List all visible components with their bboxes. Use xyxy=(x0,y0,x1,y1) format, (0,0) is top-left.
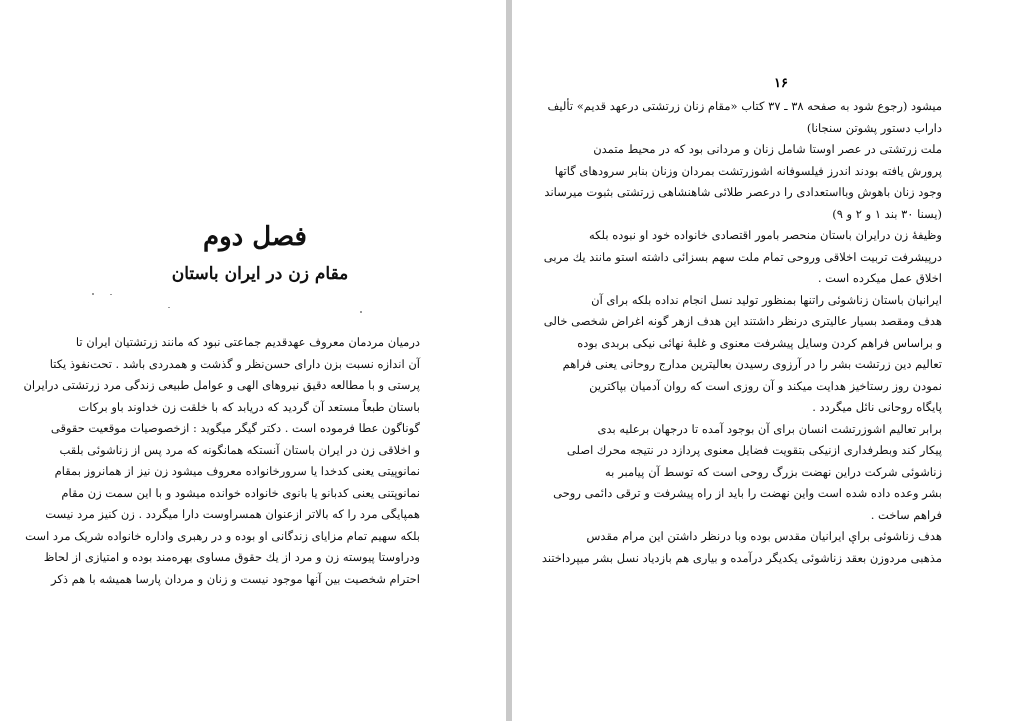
text-line: آن اندازه نسبت بزن دارای حسن‌نظر و گذشت و همدردی باشد . تحت‌نفوذ یکتا xyxy=(49,356,420,371)
text-line: (یسنا ۳۰ بند ۱ و ۲ و ۹) xyxy=(832,206,942,221)
text-line: نمودن روز رستاخیز هدایت میکند و آن روزی است که روان آدمیان بپاکترین xyxy=(589,378,942,393)
right-page-body xyxy=(541,96,942,569)
text-line: نمانوپیتی یعنی کدخدا یا سرورخانواده معروف میشود زن نیز از همانروز بمقام xyxy=(54,464,420,478)
text-line: پرورش یافته بودند اندرز فیلسوفانه اشوزرتشت بمردان وزنان بنابر سرودهای گاتها xyxy=(554,163,942,178)
paragraph xyxy=(547,96,942,139)
text-line: میشود (رجوع شود به صفحه ۳۸ ـ ۳۷ کتاب «مقام زنان زرتشتی درعهد قدیم» تألیف xyxy=(547,99,942,113)
scan-speck xyxy=(110,294,112,295)
text-line: وجود زنان باهوش وبااستعدادی را درعصر طلائی شاهنشاهی زرتشتی بثبوت میرساند xyxy=(544,185,942,199)
paragraph xyxy=(544,139,942,225)
text-line: هدف ومقصد بسیار عالیتری درنظر داشتند این هدف ازهر گونه اغراض شخصی خالی xyxy=(543,314,942,328)
left-page xyxy=(0,0,506,721)
text-line: نمانوپتنی یعنی کدبانو یا بانوی خانواده خوانده میشود و با این سمت زن مقام xyxy=(61,485,420,500)
text-line: برابر تعالیم اشوزرتشت انسان برای آن بوجود آمده تا درجهان برعلیه بدی xyxy=(597,421,942,436)
scan-speck xyxy=(168,307,170,308)
text-line: هدف زناشوئی برای ایرانیان مقدس بوده وبا درنظر داشتن این مرام مقدس xyxy=(586,529,942,543)
scan-speck xyxy=(360,311,362,313)
left-page-body xyxy=(23,332,420,590)
text-line: مذهبی مردوزن بعقد زناشوئی یکدیگر درآمده و بیاری هم بازدیاد نسل بشر میپرداختند xyxy=(541,550,942,565)
text-line: درپیشرفت تربیت اخلاقی وروحی تمام ملت سهم بسزائی داشته استو مانند یك مربی xyxy=(543,249,942,264)
text-line: باستان طبعاً مستعد آن گردید که دریابد که با خلقت زن خداوند باو برکات xyxy=(78,399,420,414)
paragraph xyxy=(541,526,942,569)
scan-speck xyxy=(92,293,94,295)
text-line: داراب دستور پشوتن سنجانا) xyxy=(806,120,942,135)
text-line: پایگاه روحانی نائل میگردد . xyxy=(812,400,942,414)
text-line: احترام شخصیت بین آنها موجود نیست و زنان و مردان پارسا همیشه با هم ذکر xyxy=(51,571,420,586)
text-line: فراهم ساخت . xyxy=(870,507,942,522)
text-line: ایرانیان باستان زناشوئی راتنها بمنظور تولید نسل انجام نداده بلکه برای آن xyxy=(591,292,942,307)
right-page xyxy=(512,0,1016,721)
page-number: ۱۶ xyxy=(774,76,788,91)
paragraph xyxy=(543,290,942,419)
text-line: اخلاق عمل میکرده است . xyxy=(817,271,942,285)
text-line: تعالیم دین زرتشت بشر را در آرزوی رسیدن بعالیترین مدارج روحانی یعنی فراهم xyxy=(562,357,942,371)
text-line: ملت زرتشتی در عصر اوستا شامل زنان و مردانی بود که در محیط متمدن xyxy=(593,142,942,156)
text-line: زناشوئی شرکت دراین نهضت بزرگ روحی است که توسط آن پیامبر به xyxy=(605,464,942,479)
text-line: بشر وعده داده شده است واین نهضت را باید از راه پیشرفت و ترقی دائمی روحی xyxy=(553,486,942,500)
text-line: همپایگی مرد را که بالاتر ازعنوان همسراوست دارا میگردد . زن کنیز مرد نیست xyxy=(45,507,420,521)
chapter-title: فصل دوم xyxy=(203,222,307,252)
text-line: ودراوستا پیوسته زن و مرد از یك حقوق مساوی بهره‌مند بوده و امتیازی از لحاظ xyxy=(43,550,420,564)
text-line: بلکه سهیم تمام مزایای زندگانی او بوده و در رهبری واداره خانواده شریک مرد است xyxy=(25,528,420,543)
paragraph xyxy=(543,225,942,290)
text-line: درمیان مردمان معروف عهدقدیم جماعتی نبود که مانند زرتشتیان ایران تا xyxy=(75,335,420,349)
paragraph xyxy=(553,419,942,527)
text-line: وظیفهٔ زن درایران باستان منحصر بامور اقتصادی خانواده خود او نبوده بلکه xyxy=(589,228,942,242)
text-line: و براساس فراهم کردن وسایل پیشرفت معنوی و غلبهٔ نهائی نیکی بربدی بوده xyxy=(577,335,942,350)
text-line: گوناگون عطا فرموده است . دکتر گیگر میگوید : ازخصوصیات موقعیت حقوقی xyxy=(50,421,420,435)
text-line: و اخلاقی زن در ایران باستان آنستکه همانگونه که مرد پس از زناشوئی بلقب xyxy=(59,442,420,457)
chapter-subtitle: مقام زن در ایران باستان xyxy=(171,264,349,284)
text-line: پیکار کند وبطرفداری ازنیکی بتقویت فضایل معنوی پردازد در نتیجه محرك اصلی xyxy=(566,443,942,457)
text-line: پرستی و با مطالعه دقیق نیروهای الهی و عوامل طبیعی زندگی مرد زرتشتی درایران xyxy=(23,378,420,392)
